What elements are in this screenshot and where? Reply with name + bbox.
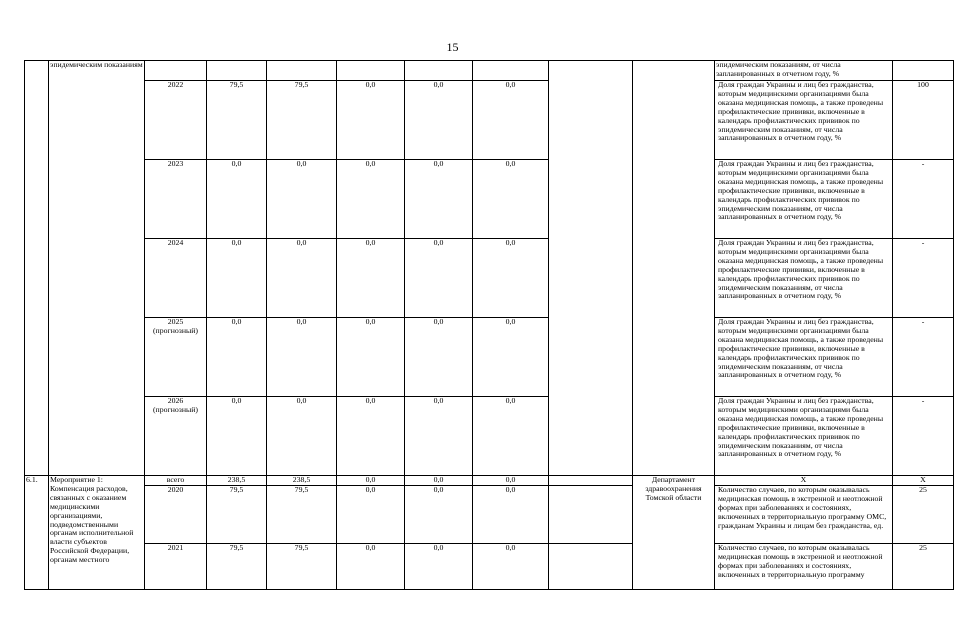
indicator-cell: Доля граждан Украины и лиц без гражданства, которым медицинскими организациями была оказана медицинская помощь, а также проведены профилактические прививки, включенные в календарь профилактических прививок по эпидемическим показаниям, от числа запланированных в отчетном году, % [715,397,893,476]
year-cell: всего [145,476,207,486]
total-cell: 0,0 [207,239,267,318]
value-cell: 0,0 [473,318,549,397]
total-cell: 238,5 [207,476,267,486]
year-cell: 2023 [145,160,207,239]
indicator-cell: Доля граждан Украины и лиц без гражданства, которым медицинскими организациями была оказана медицинская помощь, а также проведены профилактические прививки, включенные в календарь профилактических прививок по эпидемическим показаниям, от числа запланированных в отчетном году, % [715,239,893,318]
indicator-cell: Доля граждан Украины и лиц без гражданства, которым медицинскими организациями была оказана медицинская помощь, а также проведены профилактические прививки, включенные в календарь профилактических прививок по эпидемическим показаниям, от числа запланированных в отчетном году, % [715,318,893,397]
empty-cell [549,485,633,543]
target-cell: 100 [893,81,954,160]
indicator-cell: Количество случаев, по которым оказывалась медицинская помощь в экстренной и неотложной формах при заболеваниях и состояниях, включенных в территориальную программу ОМС, гражданам Украины и лицам без гражданства, ед. [715,485,893,543]
value-cell: 0,0 [473,543,549,589]
value-cell: 0,0 [267,318,337,397]
value-cell: 0,0 [267,239,337,318]
value-cell: 0,0 [337,485,405,543]
table-row [25,318,954,397]
value-cell: 0,0 [405,476,473,486]
value-cell: 0,0 [337,543,405,589]
year-cell: 2020 [145,485,207,543]
executor-cell [549,61,633,476]
value-cell: 0,0 [337,160,405,239]
measure-name-cell: эпидемическим показаниям [49,61,145,476]
page-number: 15 [446,40,459,54]
total-cell: 0,0 [207,318,267,397]
empty-cell [633,61,715,476]
value-cell: 0,0 [405,397,473,476]
value-cell: 0,0 [337,81,405,160]
indicator-cell: Х [715,476,893,486]
year-cell: 2024 [145,239,207,318]
value-cell: 0,0 [267,397,337,476]
value-cell: 0,0 [337,318,405,397]
value-cell: 79,5 [267,485,337,543]
value-cell: 0,0 [405,318,473,397]
target-cell: 25 [893,543,954,589]
value-cell: 0,0 [337,397,405,476]
row-number-cell: 6.1. [25,476,49,590]
year-cell: 2022 [145,81,207,160]
value-cell: 0,0 [405,543,473,589]
year-cell: 2026 (прогнозный) [145,397,207,476]
table-row [25,239,954,318]
table-row [25,61,954,81]
value-cell: 0,0 [405,160,473,239]
value-cell: 0,0 [337,239,405,318]
value-cell: 0,0 [473,81,549,160]
total-cell: 79,5 [207,485,267,543]
value-cell: 0,0 [337,476,405,486]
year-cell: 2025 (прогнозный) [145,318,207,397]
value-cell: 0,0 [473,476,549,486]
row-number-cell [25,61,49,476]
value-cell: 0,0 [405,239,473,318]
table-row [25,543,954,589]
table-row [25,485,954,543]
total-cell: 79,5 [207,81,267,160]
value-cell: 0,0 [267,160,337,239]
value-cell: 79,5 [267,543,337,589]
value-cell: 0,0 [473,239,549,318]
total-cell: 0,0 [207,160,267,239]
target-cell: 25 [893,485,954,543]
target-cell: - [893,239,954,318]
value-cell: 0,0 [473,397,549,476]
value-cell: 238,5 [267,476,337,486]
table-row [25,397,954,476]
value-cell: 79,5 [267,81,337,160]
program-table-sheet [24,60,929,592]
value-cell: 0,0 [473,485,549,543]
table-row [25,476,954,486]
empty-cell [549,476,633,486]
indicator-cell: Доля граждан Украины и лиц без гражданства, которым медицинскими организациями была оказана медицинская помощь, а также проведены профилактические прививки, включенные в календарь профилактических прививок по эпидемическим показаниям, от числа запланированных в отчетном году, % [715,81,893,160]
table-row [25,160,954,239]
target-cell: - [893,318,954,397]
executor-cell: Департамент здравоохранения Томской области [633,476,715,590]
value-cell: 0,0 [473,160,549,239]
indicator-cell: Количество случаев, по которым оказывалась медицинская помощь в экстренной и неотложной формах при заболеваниях и состояниях, включенных в территориальную программу [715,543,893,589]
empty-cell [549,543,633,589]
target-cell: - [893,397,954,476]
indicator-cell: Доля граждан Украины и лиц без гражданства, которым медицинскими организациями была оказана медицинская помощь, а также проведены профилактические прививки, включенные в календарь профилактических прививок по эпидемическим показаниям, от числа запланированных в отчетном году, % [715,160,893,239]
total-cell: 79,5 [207,543,267,589]
measure-name-cell: Мероприятие 1: Компенсация расходов, связанных с оказанием медицинскими организациями, подведомственными органам исполнительной власти субъектов Российской Федерации, органам местного [49,476,145,590]
year-cell: 2021 [145,543,207,589]
target-cell: Х [893,476,954,486]
value-cell: 0,0 [405,485,473,543]
program-table [24,60,954,590]
target-cell: - [893,160,954,239]
total-cell: 0,0 [207,397,267,476]
table-row [25,81,954,160]
value-cell: 0,0 [405,81,473,160]
indicator-cell: эпидемическим показаниям, от числа запланированных в отчетном году, % [715,61,893,81]
